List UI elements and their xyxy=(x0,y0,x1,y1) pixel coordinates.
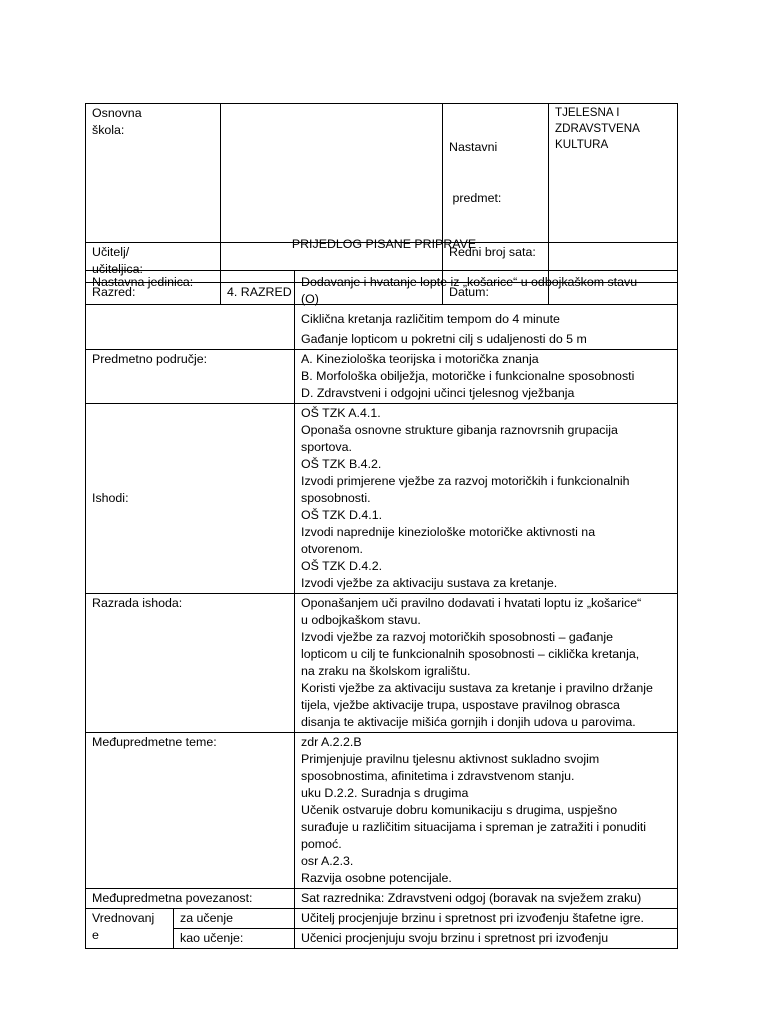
table-row xyxy=(86,929,678,949)
table-row xyxy=(86,733,678,889)
lesson-number-label: Redni broj sata: xyxy=(443,243,549,283)
subject-label: Nastavni predmet: xyxy=(443,104,549,243)
elaboration-label: Razrada ishoda: xyxy=(86,594,295,733)
domain-label: Predmetno područje: xyxy=(86,350,295,404)
eval-as-value: Učenici procjenjuju svoju brzinu i spretnost pri izvođenju xyxy=(295,929,678,949)
unit-label: Nastavna jedinica: xyxy=(86,271,295,350)
cross-topics-label: Međupredmetne teme: xyxy=(86,733,295,889)
eval-for-label: za učenje xyxy=(174,909,295,929)
elaboration-value: Oponašanjem uči pravilno dodavati i hvatati loptu iz „košarice“ u odbojkaškom stavu. Izvodi vježbe za razvoj motoričkih sposobnosti – gađanje lopticom u cilj te funkcionalnih sposobnosti – ciklička kretanja, na zraku na školskom igralištu. Koristi vježbe za aktivaciju sustava za kretanje i pravilno držanje tijela, vježbe aktivacije trupa, uspostave pravilnog obrasca disanja te aktivacije mišića gornjih i donjih udova u parovima. xyxy=(295,594,678,733)
outcomes-label: Ishodi: xyxy=(86,404,295,594)
date-label: Datum: xyxy=(443,283,549,305)
subject-value: TJELESNA I ZDRAVSTVENA KULTURA xyxy=(549,104,678,243)
outcomes-value: OŠ TZK A.4.1. Oponaša osnovne strukture gibanja raznovrsnih grupacija sportova. OŠ TZK B.4.2. Izvodi primjerene vježbe za razvoj motoričkih i funkcionalnih sposobnosti. OŠ TZK D.4.1. Izvodi naprednije kineziološke motoričke aktivnosti na otvorenom. OŠ TZK D.4.2. Izvodi vježbe za aktivaciju sustava za kretanje. xyxy=(295,404,678,594)
evaluation-label: Vrednovanj e xyxy=(86,909,174,949)
table-row xyxy=(86,271,678,350)
domain-value: A. Kineziološka teorijska i motorička znanja B. Morfološka obilježja, motoričke i funkcionalne sposobnosti D. Zdravstveni i odgojni učinci tjelesnog vježbanja xyxy=(295,350,678,404)
page-title: PRIJEDLOG PISANE PRIPRAVE xyxy=(291,237,477,251)
table-row xyxy=(86,889,678,909)
correlation-label: Međupredmetna povezanost: xyxy=(86,889,295,909)
grade-label: Razred: xyxy=(86,283,221,305)
table-row xyxy=(86,909,678,929)
cross-topics-value: zdr A.2.2.B Primjenjuje pravilnu tjelesnu aktivnost sukladno svojim sposobnostima, afinitetima i zdravstvenom stanju. uku D.2.2. Suradnja s drugima Učenik ostvaruje dobru komunikaciju s drugima, uspješno surađuje u različitim situacijama i spreman je zatražiti i ponuditi pomoć. osr A.2.3. Razvija osobne potencijale. xyxy=(295,733,678,889)
lesson-plan-table xyxy=(85,270,678,949)
correlation-value: Sat razrednika: Zdravstveni odgoj (boravak na svježem zraku) xyxy=(295,889,678,909)
eval-for-value: Učitelj procjenjuje brzinu i spretnost pri izvođenju štafetne igre. xyxy=(295,909,678,929)
school-value xyxy=(221,104,443,243)
table-row xyxy=(86,594,678,733)
school-label: Osnovna škola: xyxy=(86,104,221,243)
table-row xyxy=(86,350,678,404)
table-row xyxy=(86,404,678,594)
grade-value: 4. RAZRED xyxy=(221,283,443,305)
eval-as-label: kao učenje: xyxy=(174,929,295,949)
teacher-label: Učitelj/ učiteljica: xyxy=(86,243,221,283)
unit-value: Dodavanje i hvatanje lopte iz „košarice“ u odbojkaškom stavu (O) Ciklična kretanja različitim tempom do 4 minute Gađanje lopticom u pokretni cilj s udaljenosti do 5 m xyxy=(295,271,678,350)
